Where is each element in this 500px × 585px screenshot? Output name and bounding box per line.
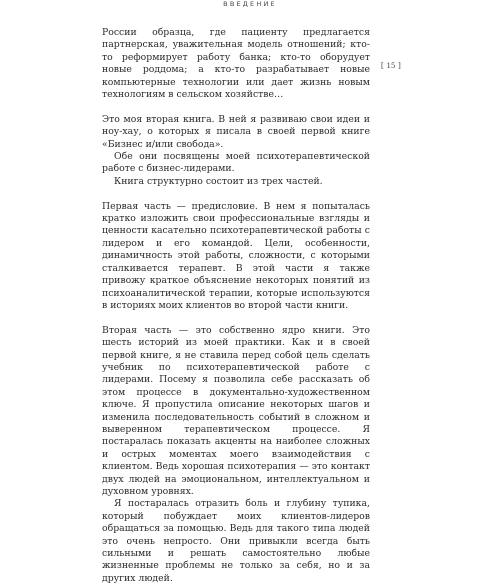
page-number: [ 15 ] [381, 61, 402, 70]
paragraph-5: Первая часть — предисловие. В нем я попыталась кратко изложить свои профессиональные взгляды и ценности касательно психотерапевтической работы с лидером и его командой. Цели, особенности, динамичность этой работы, сложности, с которыми сталкивается терапевт. В этой части я также привожу краткое объяснение некоторых понятий из психоаналитической терапии, которые используются в историях моих клиентов во второй части книги. [102, 200, 370, 311]
paragraph-4: Книга структурно состоит из трех частей. [114, 175, 323, 187]
paragraph-6: Вторая часть — это собственно ядро книги. Это шесть историй из моей практики. Как и в своей первой книге, я не ставила перед собой цель сделать учебник по психотерапевтической работе с лидерами. Посему я позволила себе рассказать об этом процессе в документально-художественном ключе. Я пропустила описание некоторых шагов и изменила последовательность событий в сложном и выверенном терапевтическом процессе. Я постаралась показать акценты на наиболее сложных и острых моментах моего взаимодействия с клиентом. Ведь хорошая психотерапия — это контакт двух людей на эмоциональном, интеллектуальном и духовном уровнях. [102, 324, 370, 497]
paragraph-7: Я постаралась отразить боль и глубину тупика, который побуждает моих клиентов-лидеров обращаться за помощью. Ведь для такого типа людей это очень непросто. Они привыкли всегда быть сильными и решать самостоятельно любые жизненные проблемы не только за себя, но и за других людей. [102, 498, 370, 584]
running-header [0, 0, 500, 10]
section-title: ВВЕДЕНИЕ [223, 0, 277, 8]
paragraph-3: Обе они посвящены моей психотерапевтической работе с бизнес-лидерами. [102, 151, 370, 175]
paragraph-2: Это моя вторая книга. В ней я развиваю свои идеи и ноу-хау, о которых я писала в своей первой книге «Бизнес и/или свобода». [102, 113, 370, 150]
paragraph-1: России образца, где пациенту предлагается партнерская, уважительная модель отношений; кто-то реформирует работу банка; кто-то оборудует новые роддома; а кто-то разрабатывает новые компьютерные технологии или дает жизнь новым технологиям в сельском хозяйстве… [102, 27, 370, 101]
body-text [102, 27, 370, 585]
